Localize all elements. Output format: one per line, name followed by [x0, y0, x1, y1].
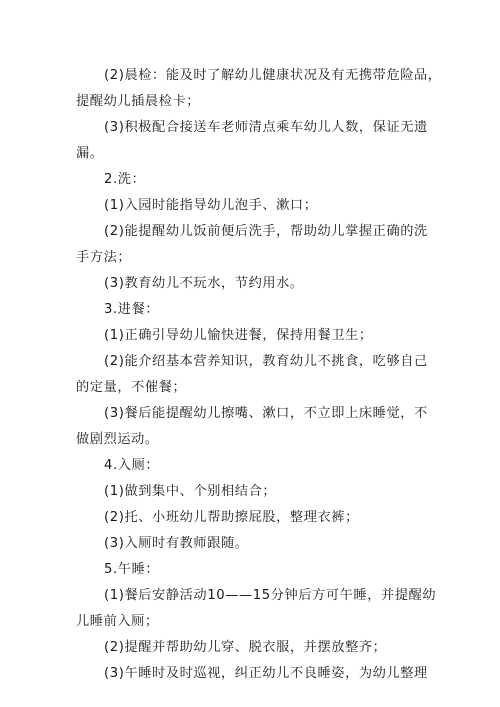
section-heading: 5.午睡： [104, 562, 160, 577]
section-heading: 3.进餐： [104, 302, 160, 317]
text-line: (1)正确引导幼儿愉快进餐，保持用餐卫生； [104, 328, 373, 343]
text-line: 做剧烈运动。 [76, 432, 159, 447]
text-line: 漏。 [76, 146, 104, 161]
text-line: (1)做到集中、个别相结合； [104, 484, 277, 499]
text-line: 手方法； [76, 250, 132, 265]
text-line: (3)午睡时及时巡视，纠正幼儿不良睡姿，为幼儿整理 [104, 666, 428, 681]
text-line: (2)晨检：能及时了解幼儿健康状况及有无携带危险品， [104, 68, 442, 83]
text-line: 儿睡前入厕； [76, 614, 159, 629]
section-heading: 2.洗： [104, 172, 146, 187]
text-line: (2)托、小班幼儿帮助擦屁股，整理衣裤； [104, 510, 359, 525]
text-line: (1)餐后安静活动10——15分钟后方可午睡，并提醒幼 [104, 588, 437, 603]
text-line: (2)能提醒幼儿饭前便后洗手，帮助幼儿掌握正确的洗 [104, 224, 428, 239]
text-line: (3)入厕时有教师跟随。 [104, 536, 249, 551]
text-line: 提醒幼儿插晨检卡； [76, 94, 201, 109]
text-line: (2)能介绍基本营养知识，教育幼儿不挑食，吃够自己 [104, 354, 428, 369]
text-line: (3)积极配合接送车老师清点乘车幼儿人数，保证无遗 [104, 120, 428, 135]
text-line: 的定量，不催餐； [76, 380, 187, 395]
text-line: (3)餐后能提醒幼儿擦嘴、漱口，不立即上床睡觉，不 [104, 406, 428, 421]
text-line: (2)提醒并帮助幼儿穿、脱衣服，并摆放整齐； [104, 640, 387, 655]
text-line: (3)教育幼儿不玩水，节约用水。 [104, 276, 304, 291]
section-heading: 4.入厕： [104, 458, 160, 473]
text-line: (1)入园时能指导幼儿泡手、漱口； [104, 198, 318, 213]
